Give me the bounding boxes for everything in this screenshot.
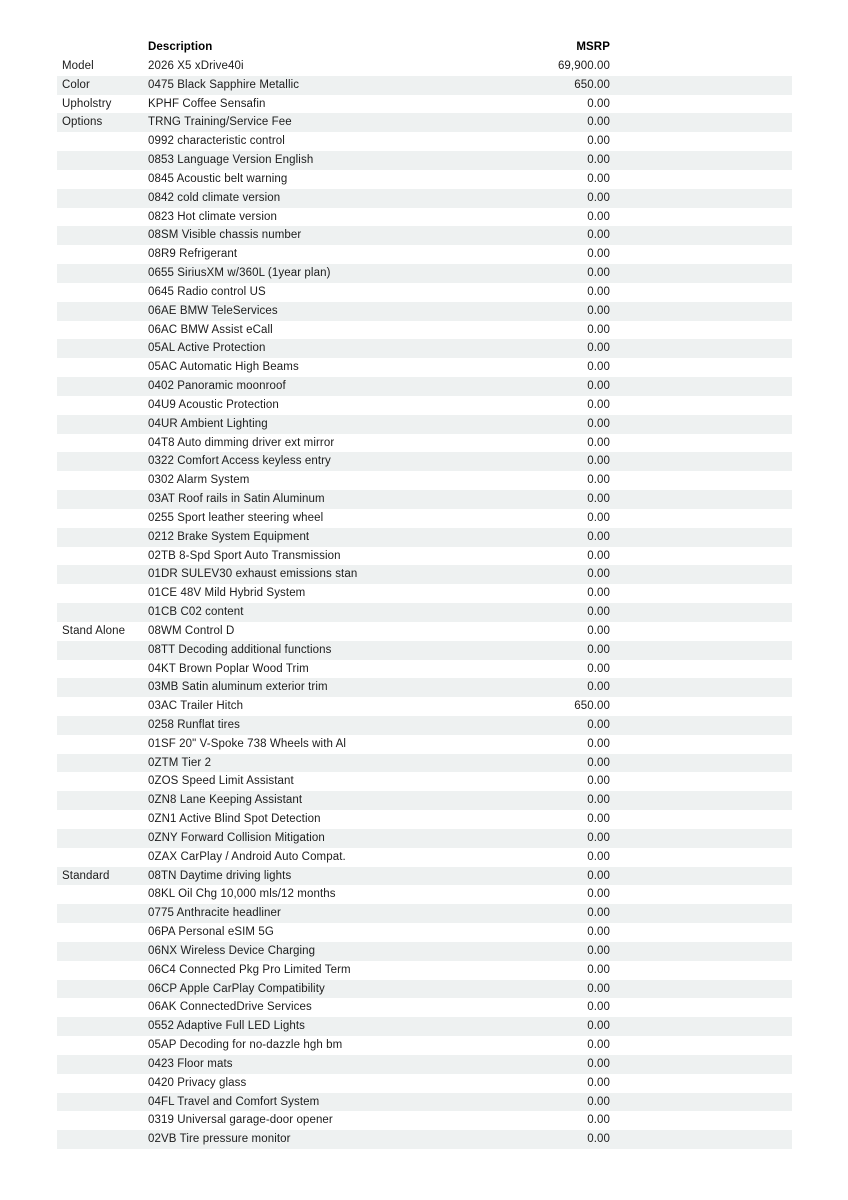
table-row xyxy=(57,208,792,227)
row-description: 0258 Runflat tires xyxy=(148,718,240,731)
row-description: 08WM Control D xyxy=(148,624,235,637)
table-row xyxy=(57,226,792,245)
row-msrp: 0.00 xyxy=(587,756,610,769)
row-msrp: 0.00 xyxy=(587,229,610,242)
row-category: Model xyxy=(62,60,94,72)
table-row xyxy=(57,622,792,641)
table-row xyxy=(57,565,792,584)
row-msrp: 0.00 xyxy=(587,361,610,374)
row-description: 06NX Wireless Device Charging xyxy=(148,944,316,957)
row-description: 04T8 Auto dimming driver ext mirror xyxy=(148,436,335,449)
row-msrp: 0.00 xyxy=(587,963,610,976)
row-msrp: 0.00 xyxy=(587,587,610,600)
row-msrp: 0.00 xyxy=(587,737,610,750)
table-row xyxy=(57,170,792,189)
row-category: Color xyxy=(62,78,90,91)
table-row xyxy=(57,490,792,509)
row-msrp: 0.00 xyxy=(587,831,610,844)
row-msrp: 0.00 xyxy=(587,342,610,355)
row-msrp: 0.00 xyxy=(587,568,610,581)
table-header-row xyxy=(57,38,792,57)
table-row xyxy=(57,885,792,904)
row-msrp: 0.00 xyxy=(587,794,610,807)
table-row xyxy=(57,132,792,151)
row-description: 05AP Decoding for no-dazzle hgh bm xyxy=(148,1039,343,1052)
row-msrp: 0.00 xyxy=(587,267,610,280)
row-description: 05AL Active Protection xyxy=(148,342,266,355)
table-row xyxy=(57,980,792,999)
table-row xyxy=(57,283,792,302)
table-row xyxy=(57,641,792,660)
table-row xyxy=(57,716,792,735)
row-description: 0475 Black Sapphire Metallic xyxy=(148,78,300,91)
row-description: 08KL Oil Chg 10,000 mls/12 months xyxy=(148,888,336,901)
row-description: 0842 cold climate version xyxy=(148,191,281,204)
row-msrp: 0.00 xyxy=(587,643,610,656)
row-description: 0ZTM Tier 2 xyxy=(148,756,212,769)
row-description: 03AT Roof rails in Satin Aluminum xyxy=(148,493,325,506)
row-msrp: 0.00 xyxy=(587,1095,610,1108)
header-msrp: MSRP xyxy=(576,41,610,54)
row-description: 0319 Universal garage-door opener xyxy=(148,1114,333,1127)
table-row xyxy=(57,1093,792,1112)
row-category: Options xyxy=(62,116,103,129)
table-row xyxy=(57,415,792,434)
row-msrp: 0.00 xyxy=(587,775,610,788)
row-msrp: 0.00 xyxy=(587,813,610,826)
row-description: 06C4 Connected Pkg Pro Limited Term xyxy=(148,963,351,976)
table-row xyxy=(57,189,792,208)
table-row xyxy=(57,848,792,867)
table-row xyxy=(57,151,792,170)
row-msrp: 0.00 xyxy=(587,606,610,619)
table-row xyxy=(57,829,792,848)
table-row xyxy=(57,1130,792,1149)
row-msrp: 0.00 xyxy=(587,1020,610,1033)
row-category: Upholstry xyxy=(62,97,112,110)
row-msrp: 0.00 xyxy=(587,944,610,957)
row-description: 0ZN1 Active Blind Spot Detection xyxy=(148,813,321,826)
row-description: 0302 Alarm System xyxy=(148,474,250,487)
row-description: 01CE 48V Mild Hybrid System xyxy=(148,587,306,600)
table-row xyxy=(57,810,792,829)
row-description: 0823 Hot climate version xyxy=(148,210,277,223)
table-row xyxy=(57,867,792,886)
table-row xyxy=(57,57,792,76)
row-category: Stand Alone xyxy=(62,624,126,637)
table-row xyxy=(57,358,792,377)
row-msrp: 0.00 xyxy=(587,304,610,317)
table-row xyxy=(57,603,792,622)
table-row xyxy=(57,95,792,114)
row-msrp: 0.00 xyxy=(587,1039,610,1052)
row-description: 2026 X5 xDrive40i xyxy=(148,60,244,72)
row-description: 06AE BMW TeleServices xyxy=(148,304,278,317)
row-description: 08SM Visible chassis number xyxy=(148,229,302,242)
row-msrp: 0.00 xyxy=(587,116,610,129)
row-msrp: 0.00 xyxy=(587,869,610,882)
row-msrp: 0.00 xyxy=(587,474,610,487)
row-msrp: 0.00 xyxy=(587,549,610,562)
row-category: Standard xyxy=(62,869,110,882)
row-description: 04UR Ambient Lighting xyxy=(148,417,268,430)
row-description: 0845 Acoustic belt warning xyxy=(148,172,288,185)
row-msrp: 0.00 xyxy=(587,97,610,110)
table-row xyxy=(57,942,792,961)
table-row xyxy=(57,396,792,415)
table-row xyxy=(57,754,792,773)
row-description: 0402 Panoramic moonroof xyxy=(148,380,286,393)
table-body xyxy=(57,57,792,1149)
row-description: 08TN Daytime driving lights xyxy=(148,869,292,882)
table-row xyxy=(57,245,792,264)
vehicle-spec-table xyxy=(57,38,792,1149)
row-description: 01DR SULEV30 exhaust emissions stan xyxy=(148,568,358,581)
table-row xyxy=(57,528,792,547)
table-row xyxy=(57,509,792,528)
row-msrp: 0.00 xyxy=(587,681,610,694)
table-row xyxy=(57,434,792,453)
table-row xyxy=(57,735,792,754)
row-msrp: 0.00 xyxy=(587,172,610,185)
row-msrp: 0.00 xyxy=(587,248,610,261)
row-msrp: 0.00 xyxy=(587,154,610,167)
row-description: KPHF Coffee Sensafin xyxy=(148,97,266,110)
table-row xyxy=(57,113,792,132)
table-row xyxy=(57,452,792,471)
row-description: 0853 Language Version English xyxy=(148,154,314,167)
row-description: 0212 Brake System Equipment xyxy=(148,530,310,543)
table-row xyxy=(57,76,792,95)
row-description: 0645 Radio control US xyxy=(148,285,266,298)
table-row xyxy=(57,660,792,679)
row-msrp: 0.00 xyxy=(587,436,610,449)
row-description: 01SF 20" V-Spoke 738 Wheels with Al xyxy=(148,737,347,750)
row-description: 0552 Adaptive Full LED Lights xyxy=(148,1020,305,1033)
row-description: 0423 Floor mats xyxy=(148,1057,233,1070)
row-msrp: 0.00 xyxy=(587,1057,610,1070)
row-description: 01CB C02 content xyxy=(148,606,244,619)
table-row xyxy=(57,302,792,321)
header-description: Description xyxy=(148,41,213,54)
table-row xyxy=(57,1074,792,1093)
row-description: 08R9 Refrigerant xyxy=(148,248,238,261)
row-description: 0992 characteristic control xyxy=(148,135,285,148)
row-msrp: 0.00 xyxy=(587,850,610,863)
row-description: 02VB Tire pressure monitor xyxy=(148,1133,291,1146)
row-description: 0255 Sport leather steering wheel xyxy=(148,511,324,524)
row-msrp: 0.00 xyxy=(587,662,610,675)
table-row xyxy=(57,1017,792,1036)
row-description: 0ZOS Speed Limit Assistant xyxy=(148,775,294,788)
row-description: 0420 Privacy glass xyxy=(148,1076,247,1089)
table-row xyxy=(57,791,792,810)
table-row xyxy=(57,471,792,490)
row-description: 0322 Comfort Access keyless entry xyxy=(148,455,331,468)
row-msrp: 0.00 xyxy=(587,1133,610,1146)
row-description: 04FL Travel and Comfort System xyxy=(148,1095,320,1108)
table-row xyxy=(57,998,792,1017)
table-row xyxy=(57,321,792,340)
row-msrp: 0.00 xyxy=(587,455,610,468)
row-description: 06PA Personal eSIM 5G xyxy=(148,926,274,939)
table-row xyxy=(57,904,792,923)
table-row xyxy=(57,697,792,716)
row-description: 06AC BMW Assist eCall xyxy=(148,323,273,336)
row-msrp: 0.00 xyxy=(587,982,610,995)
row-msrp: 0.00 xyxy=(587,210,610,223)
row-description: 0655 SiriusXM w/360L (1year plan) xyxy=(148,267,331,280)
row-msrp: 0.00 xyxy=(587,398,610,411)
row-msrp: 0.00 xyxy=(587,1001,610,1014)
row-description: 04KT Brown Poplar Wood Trim xyxy=(148,662,309,675)
row-description: 03MB Satin aluminum exterior trim xyxy=(148,681,328,694)
row-msrp: 0.00 xyxy=(587,926,610,939)
row-msrp: 0.00 xyxy=(587,1076,610,1089)
table-row xyxy=(57,1036,792,1055)
table-row xyxy=(57,923,792,942)
row-msrp: 0.00 xyxy=(587,511,610,524)
row-msrp: 0.00 xyxy=(587,530,610,543)
row-description: 08TT Decoding additional functions xyxy=(148,643,332,656)
row-msrp: 0.00 xyxy=(587,285,610,298)
row-description: TRNG Training/Service Fee xyxy=(148,116,292,129)
row-msrp: 0.00 xyxy=(587,1114,610,1127)
table-row xyxy=(57,678,792,697)
row-msrp: 0.00 xyxy=(587,323,610,336)
row-msrp: 0.00 xyxy=(587,907,610,920)
row-msrp: 0.00 xyxy=(587,380,610,393)
table-row xyxy=(57,961,792,980)
row-description: 02TB 8-Spd Sport Auto Transmission xyxy=(148,549,341,562)
row-description: 06AK ConnectedDrive Services xyxy=(148,1001,312,1014)
row-msrp: 650.00 xyxy=(574,700,610,713)
table-row xyxy=(57,339,792,358)
table-row xyxy=(57,1055,792,1074)
row-msrp: 0.00 xyxy=(587,417,610,430)
table-row xyxy=(57,264,792,283)
row-msrp: 69,900.00 xyxy=(557,60,610,72)
row-description: 0ZAX CarPlay / Android Auto Compat. xyxy=(148,850,346,863)
row-description: 0775 Anthracite headliner xyxy=(148,907,281,920)
table-row xyxy=(57,377,792,396)
row-msrp: 650.00 xyxy=(574,78,610,91)
table-row xyxy=(57,772,792,791)
row-description: 03AC Trailer Hitch xyxy=(148,700,244,713)
row-description: 0ZN8 Lane Keeping Assistant xyxy=(148,794,303,807)
row-msrp: 0.00 xyxy=(587,624,610,637)
table-row xyxy=(57,1111,792,1130)
row-description: 05AC Automatic High Beams xyxy=(148,361,299,374)
table-row xyxy=(57,547,792,566)
row-msrp: 0.00 xyxy=(587,718,610,731)
row-msrp: 0.00 xyxy=(587,493,610,506)
table-row xyxy=(57,584,792,603)
row-msrp: 0.00 xyxy=(587,888,610,901)
row-description: 06CP Apple CarPlay Compatibility xyxy=(148,982,325,995)
row-msrp: 0.00 xyxy=(587,135,610,148)
row-description: 0ZNY Forward Collision Mitigation xyxy=(148,831,325,844)
row-msrp: 0.00 xyxy=(587,191,610,204)
row-description: 04U9 Acoustic Protection xyxy=(148,398,279,411)
